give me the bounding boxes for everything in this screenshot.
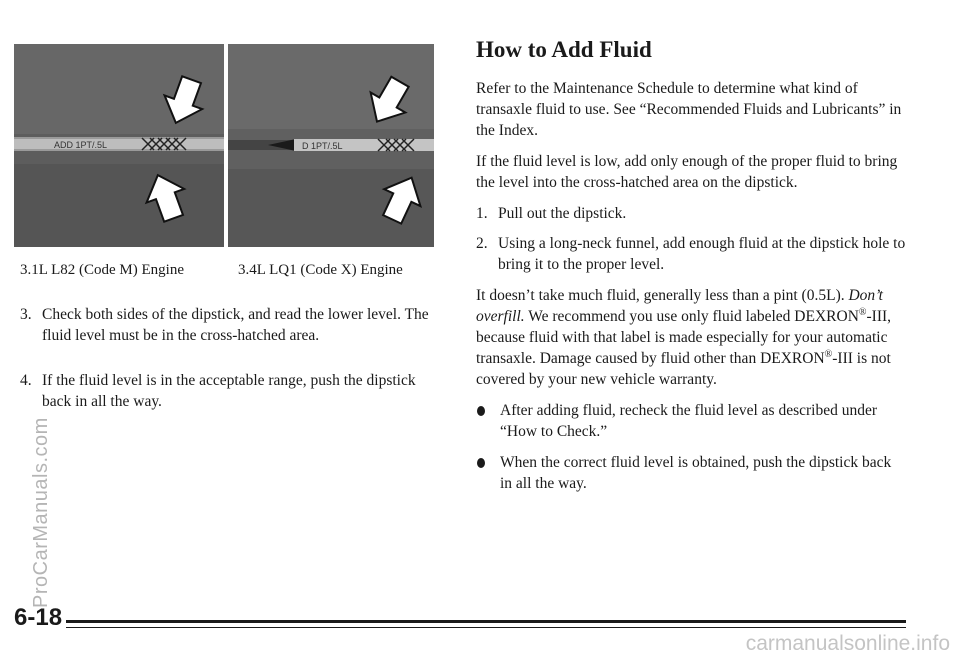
para-text: It doesn’t take much fluid, generally less than a pint (0.5L).	[476, 287, 849, 304]
check-step-4	[20, 370, 440, 412]
bullet-item	[476, 400, 906, 442]
para-text: -III is not covered by your new vehicle warranty.	[476, 350, 891, 388]
bullet-text: After adding fluid, recheck the fluid level as described under “How to Check.”	[500, 402, 878, 440]
step-number: 4.	[20, 372, 32, 389]
registered-mark: ®	[858, 306, 867, 318]
step-text: If the fluid level is in the acceptable range, push the dipstick back in all the way.	[42, 372, 416, 410]
step-text: Pull out the dipstick.	[498, 205, 627, 222]
add-fluid-step-1	[476, 203, 906, 224]
figure-caption-3.4l: 3.4L LQ1 (Code X) Engine	[238, 262, 403, 278]
engine-3.1l-dipstick-photo	[14, 44, 224, 247]
watermark-left: ProCarManuals.com	[30, 417, 52, 608]
step-text: Using a long-neck funnel, add enough fluid at the dipstick hole to bring it to the proper level.	[498, 235, 906, 273]
bullet-list	[476, 400, 906, 494]
intro-paragraph: Refer to the Maintenance Schedule to determine what kind of transaxle fluid to use. See “Recommended Fluids and Lubricants” in the Index.	[476, 80, 902, 139]
page-footer	[14, 604, 906, 634]
dipstick-label-1: ADD 1PT/.5L	[54, 140, 108, 150]
step-number: 2.	[476, 235, 488, 252]
bullet-icon	[477, 458, 485, 468]
footer-rule	[66, 620, 906, 628]
section-title: How to Add Fluid	[476, 37, 652, 62]
step-text: Check both sides of the dipstick, and read the lower level. The fluid level must be in the cross-hatched area.	[42, 306, 429, 344]
fluid-type-paragraph	[476, 285, 906, 390]
check-step-3	[20, 304, 440, 346]
watermark-bottom: carmanualsonline.info	[745, 632, 950, 655]
registered-mark: ®	[824, 348, 833, 360]
engine-3.4l-dipstick-photo	[228, 44, 434, 247]
step-number: 3.	[20, 306, 32, 323]
para-text: -III, because fluid with that label is made especially for your automatic transaxle. Damage caused by fluid other than DEXRON	[476, 308, 892, 367]
step-number: 1.	[476, 205, 488, 222]
how-to-add-fluid-section	[476, 36, 906, 504]
add-fluid-steps	[476, 203, 906, 275]
bullet-icon	[477, 406, 485, 416]
bullet-item	[476, 452, 906, 494]
dont-overfill-emphasis: Don’t overfill.	[476, 287, 883, 325]
low-level-paragraph: If the fluid level is low, add only enough of the proper fluid to bring the level into the cross-hatched area on the dipstick.	[476, 153, 898, 191]
figure-caption-3.1l: 3.1L L82 (Code M) Engine	[20, 262, 184, 278]
add-fluid-step-2	[476, 233, 906, 275]
para-text: We recommend you use only fluid labeled DEXRON	[524, 308, 859, 325]
bullet-text: When the correct fluid level is obtained, push the dipstick back in all the way.	[500, 454, 892, 492]
dipstick-label-2: D 1PT/.5L	[302, 141, 343, 151]
page-number: 6-18	[14, 604, 63, 631]
